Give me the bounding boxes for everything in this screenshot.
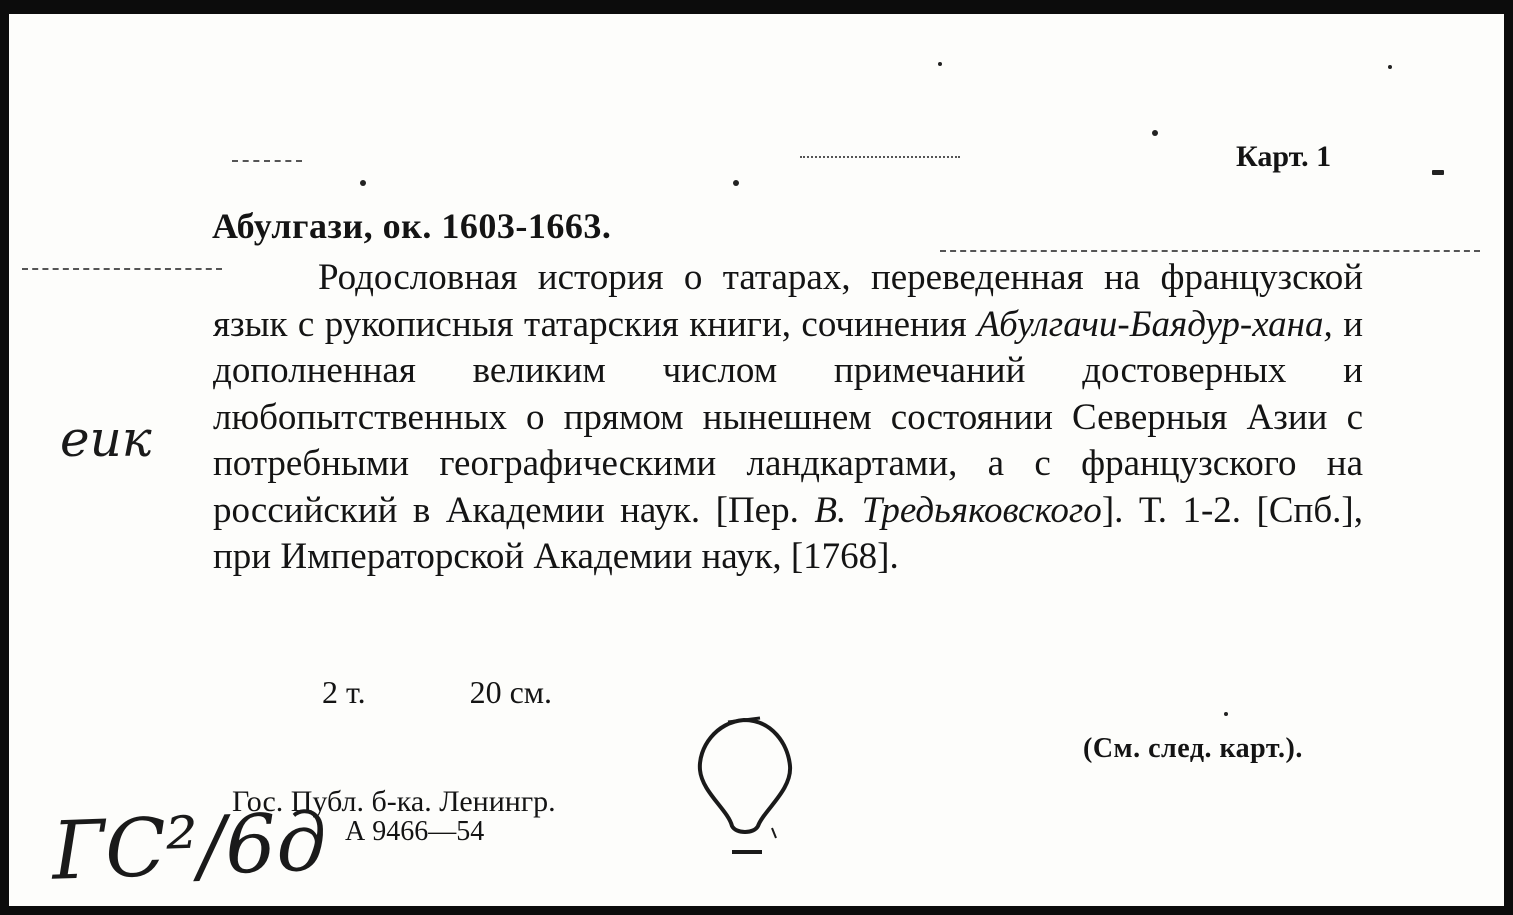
card-border-bottom bbox=[0, 906, 1513, 915]
scan-dash-artifact bbox=[800, 156, 960, 158]
library-stamp-icon bbox=[688, 712, 800, 860]
scan-dot-artifact bbox=[360, 180, 366, 186]
scan-dash-artifact bbox=[940, 250, 1480, 252]
translator-name: В. Тредьяковского bbox=[814, 489, 1102, 531]
library-name: Гос. Публ. б-ка. Ленингр. bbox=[232, 785, 556, 818]
author-heading: Абулгази, ок. 1603-1663. bbox=[212, 206, 612, 246]
shelfmark: А 9466—54 bbox=[345, 816, 485, 847]
scan-dash-artifact bbox=[232, 160, 302, 162]
handwritten-note: еик bbox=[60, 410, 152, 468]
scan-dot-artifact bbox=[1432, 170, 1444, 175]
handwritten-shelf-code: ГС²/6д bbox=[50, 795, 329, 898]
scan-dot-artifact bbox=[938, 62, 942, 66]
card-border-left bbox=[0, 0, 9, 915]
scan-dot-artifact bbox=[1388, 65, 1392, 69]
original-author-name: Абулгачи-Баядур-хана, bbox=[977, 303, 1333, 345]
card-number: Карт. 1 bbox=[1236, 140, 1332, 173]
title-continuation: и дополненная великим числом примечаний достоверных и любопытственных о прямом нынешнем состоянии Северныя Азии с потребными географическими ландкартами, а с французского на российский в Академии наук. [Пер. bbox=[213, 303, 1363, 531]
imprint-text: ]. Т. 1-2. [Спб.], при Императорской Академии наук, [1768]. bbox=[213, 489, 1363, 577]
size: 20 см. bbox=[469, 674, 553, 710]
title-text: Родословная история о татарах, переведенная на французской язык с рукописныя татарския книги, сочинения bbox=[213, 257, 1363, 345]
card-border-right bbox=[1504, 0, 1513, 915]
bibliographic-description bbox=[213, 255, 1363, 581]
volume-count: 2 т. bbox=[322, 674, 366, 710]
scan-dot-artifact bbox=[1224, 712, 1228, 716]
scan-dot-artifact bbox=[1152, 130, 1158, 136]
scan-dot-artifact bbox=[733, 180, 739, 186]
see-next-card-note: (См. след. карт.). bbox=[1083, 733, 1303, 764]
physical-description bbox=[322, 674, 552, 711]
scan-dash-artifact bbox=[22, 268, 222, 270]
card-border-top bbox=[0, 0, 1513, 14]
